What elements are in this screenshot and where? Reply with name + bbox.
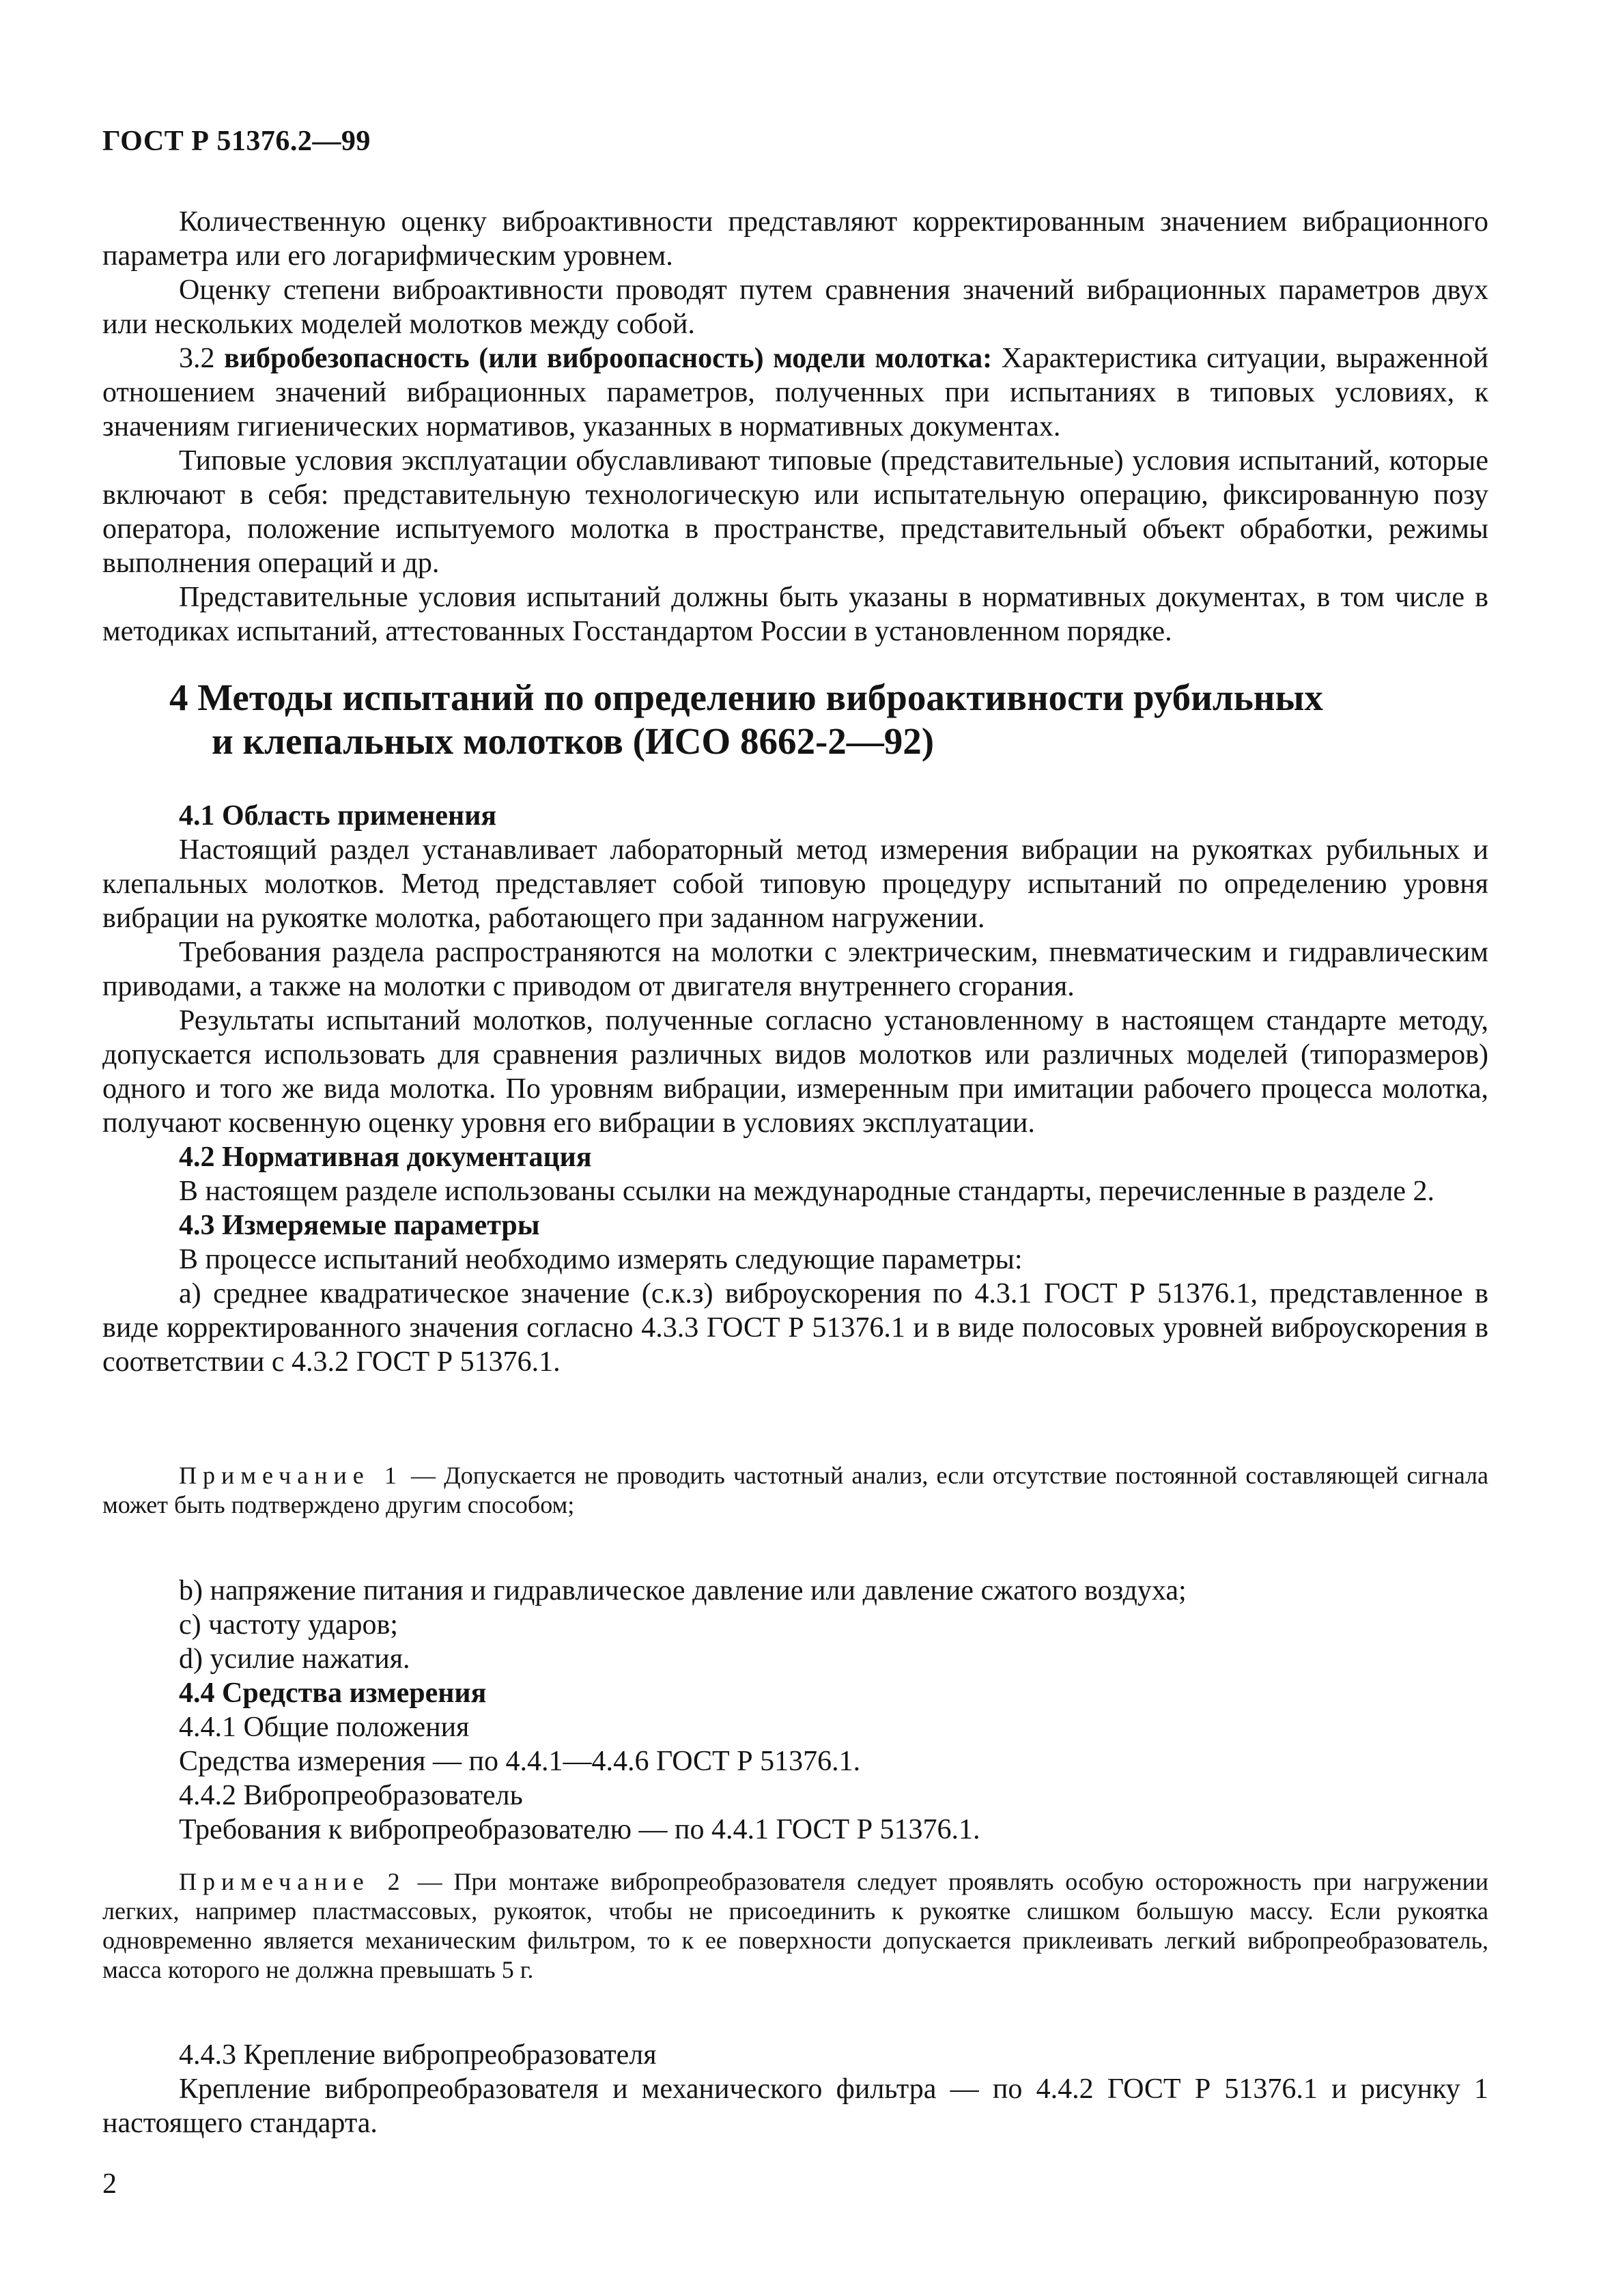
list-item: c) частоту ударов; (179, 1609, 398, 1641)
note-2 (102, 1867, 1488, 1985)
subsection-heading: 4.4 Средства измерения (179, 1677, 487, 1709)
note-text: — При монтаже вибропреобразователя следует проявлять особую осторожность при нагружении легких, например пластмассовых, рукояток, чтобы не присоединить к рукоятке слишком большую массу. Если рукоятка одновременно является механическим фильтром, то к ее поверхности допускается приклеивать легкий вибропреобразователь, масса которого не должна превышать 5 г. (102, 1868, 1488, 1983)
top-text-block (102, 205, 1488, 649)
paragraph: Представительные условия испытаний должны быть указаны в нормативных документах, в том числе в методиках испытаний, аттестованных Госстандартом России в установленном порядке. (102, 582, 1488, 647)
paragraph: Результаты испытаний молотков, полученные согласно установленному в настоящем стандарте методу, допускается использовать для сравнения различных видов молотков или различных моделей (типоразмеров) одного и того же вида молотка. По уровням вибрации, измеренным при имитации рабочего процесса молотка, получают косвенную оценку уровня его вибрации в условиях эксплуатации. (102, 1005, 1488, 1139)
subsection-heading: 4.3 Измеряемые параметры (179, 1210, 540, 1241)
section-4-body (102, 799, 1488, 1379)
subsection-heading: 4.2 Нормативная документация (179, 1142, 592, 1173)
paragraph: Средства измерения — по 4.4.1—4.4.6 ГОСТ Р 51376.1. (179, 1746, 861, 1777)
paragraph: В процессе испытаний необходимо измерять следующие параметры: (179, 1244, 1023, 1275)
note-1 (102, 1461, 1488, 1520)
paragraph: Требования раздела распространяются на молотки с электрическим, пневматическим и гидравлическим приводами, а также на молотки с приводом от двигателя внутреннего сгорания. (102, 937, 1488, 1002)
note-text: — Допускается не проводить частотный анализ, если отсутствие постоянной составляющей сигнала может быть подтверждено другим способом; (102, 1462, 1488, 1518)
subsection-heading: 4.1 Область применения (179, 800, 497, 832)
sub-subsection-heading: 4.4.2 Вибропреобразователь (179, 1780, 523, 1811)
sub-subsection-heading: 4.4.1 Общие положения (179, 1712, 470, 1743)
standard-designation: ГОСТ Р 51376.2—99 (102, 126, 371, 157)
definition-number: 3.2 (179, 343, 215, 374)
list-item: а) среднее квадратическое значение (с.к.з) виброускорения по 4.3.1 ГОСТ Р 51376.1, представленное в виде корректированного значения согласно 4.3.3 ГОСТ Р 51376.1 и в виде полосовых уровней виброускорения в соответствии с 4.3.2 ГОСТ Р 51376.1. (102, 1278, 1488, 1378)
section-title-line: 4 Методы испытаний по определению виброактивности рубильных (169, 677, 1323, 718)
paragraph: Типовые условия эксплуатации обуславливают типовые (представительные) условия испытаний, которые включают в себя: представительную технологическую или испытательную операцию, фиксированную позу оператора, положение испытуемого молотка в пространстве, представительный объект обработки, режимы выполнения операций и др. (102, 445, 1488, 579)
definition-term: вибробезопасность (или виброопасность) модели молотка: (224, 343, 993, 374)
paragraph: Настоящий раздел устанавливает лабораторный метод измерения вибрации на рукоятках рубильных и клепальных молотков. Метод представляет собой типовую процедуру испытаний по определению уровня вибрации на рукоятке молотка, работающего при заданном нагружении. (102, 834, 1488, 934)
section-4-body-continued (102, 1574, 1488, 1847)
section-4-4-3 (102, 2038, 1488, 2140)
definition-3-2 (102, 341, 1488, 444)
section-4-heading (169, 676, 1501, 763)
note-label: Примечание 2 (179, 1868, 406, 1895)
paragraph: Требования к вибропреобразователю — по 4.4.1 ГОСТ Р 51376.1. (179, 1814, 980, 1845)
list-item: d) усилие нажатия. (179, 1643, 410, 1675)
paragraph: Крепление вибропреобразователя и механического фильтра — по 4.4.2 ГОСТ Р 51376.1 и рисунку 1 настоящего стандарта. (102, 2073, 1488, 2139)
page-number: 2 (102, 2168, 117, 2200)
note-label: Примечание 1 (179, 1462, 403, 1489)
section-title-line: и клепальных молотков (ИСО 8662-2—92) (212, 720, 935, 762)
definition-text: Характеристика ситуации, выраженной отношением значений вибрационных параметров, полученных при испытаниях в типовых условиях, к значениям гигиенических нормативов, указанных в нормативных документах. (102, 343, 1488, 442)
sub-subsection-heading: 4.4.3 Крепление вибропреобразователя (179, 2039, 657, 2071)
paragraph: В настоящем разделе использованы ссылки на международные стандарты, перечисленные в разделе 2. (179, 1176, 1434, 1207)
list-item: b) напряжение питания и гидравлическое давление или давление сжатого воздуха; (179, 1575, 1187, 1606)
paragraph: Количественную оценку виброактивности представляют корректированным значением вибрационного параметра или его логарифмическим уровнем. (102, 206, 1488, 272)
paragraph: Оценку степени виброактивности проводят путем сравнения значений вибрационных параметров двух или нескольких моделей молотков между собой. (102, 274, 1488, 340)
